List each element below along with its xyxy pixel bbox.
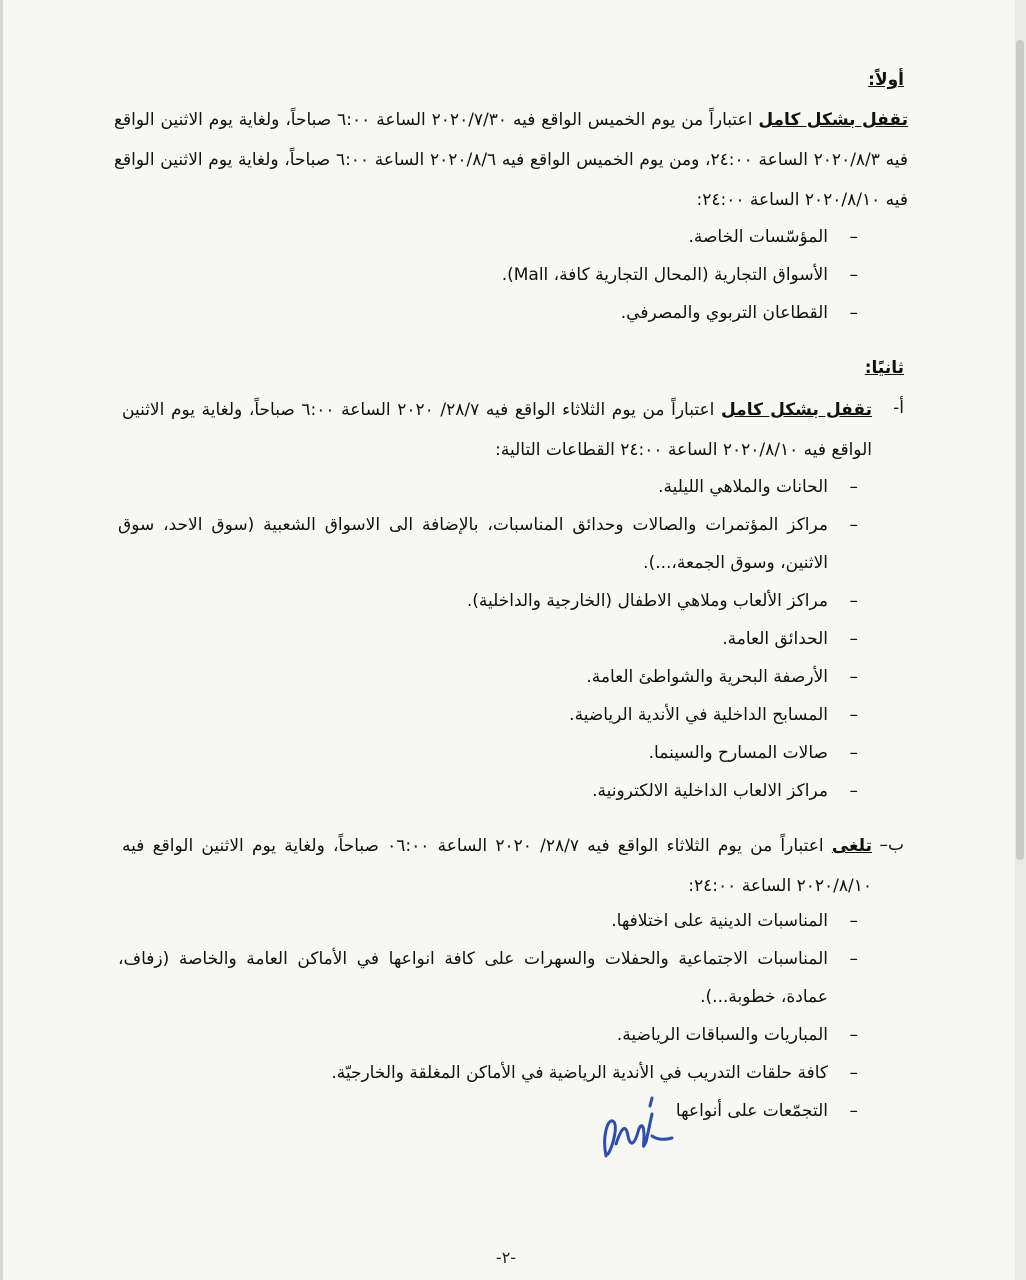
list-dash: –: [849, 705, 858, 725]
list-item: – الحدائق العامة.: [118, 620, 828, 658]
list-item: – المباريات والسباقات الرياضية.: [118, 1016, 828, 1054]
list-dash: –: [849, 265, 858, 285]
section-2a-marker: أ-: [893, 398, 904, 418]
list-item: – المسابح الداخلية في الأندية الرياضية.: [118, 696, 828, 734]
list-dash: –: [849, 477, 858, 497]
section-2b-emphasis: تلغى: [831, 836, 872, 856]
list-item: – الأسواق التجارية (المحال التجارية كافة، Mall).: [118, 256, 828, 294]
list-dash: –: [849, 1025, 858, 1045]
handwritten-signature: [598, 1096, 678, 1166]
list-item: – القطاعان التربوي والمصرفي.: [118, 294, 828, 332]
section-1-heading: أولاً:: [868, 70, 904, 90]
section-2a-text: اعتباراً من يوم الثلاثاء الواقع فيه ٢٨/٧/ ٢٠٢٠ الساعة ٦:٠٠ صباحاً، ولغاية يوم الاثنين الواقع فيه ٢٠٢٠/٨/١٠ الساعة ٢٤:٠٠ القطاعات التالية:: [122, 400, 872, 460]
list-item: – مراكز الألعاب وملاهي الاطفال (الخارجية والداخلية).: [118, 582, 828, 620]
list-item: – الحانات والملاهي الليلية.: [118, 468, 828, 506]
section-1-intro-emphasis: تقفل بشكل كامل: [758, 110, 908, 130]
list-item: – المؤسّسات الخاصة.: [118, 218, 828, 256]
section-1-intro-text: اعتباراً من يوم الخميس الواقع فيه ٢٠٢٠/٧/٣٠ الساعة ٦:٠٠ صباحاً، ولغاية يوم الاثنين الواقع فيه ٢٠٢٠/٨/٣ الساعة ٢٤:٠٠، ومن يوم الخميس الواقع فيه ٢٠٢٠/٨/٦ الساعة ٦:٠٠ صباحاً، ولغاية يوم الاثنين الواقع فيه ٢٠٢٠/٨/١٠ الساعة ٢٤:٠٠:: [114, 110, 908, 210]
list-dash: –: [849, 303, 858, 323]
list-dash: –: [849, 591, 858, 611]
section-2b-text: اعتباراً من يوم الثلاثاء الواقع فيه ٢٨/٧/ ٢٠٢٠ الساعة ٠٦:٠٠ صباحاً، ولغاية يوم الاثنين الواقع فيه ٢٠٢٠/٨/١٠ الساعة ٢٤:٠٠:: [122, 836, 872, 896]
list-dash: –: [849, 667, 858, 687]
list-dash: –: [849, 1063, 858, 1083]
list-item: – المناسبات الاجتماعية والحفلات والسهرات على كافة انواعها في الأماكن العامة والخاصة (زفاف، عمادة، خطوبة...).: [118, 940, 828, 1016]
list-item: – المناسبات الدينية على اختلافها.: [118, 902, 828, 940]
list-dash: –: [849, 515, 858, 535]
list-item: – مراكز المؤتمرات والصالات وحدائق المناسبات، بالإضافة الى الاسواق الشعبية (سوق الاحد، سوق الاثنين، وسوق الجمعة،...).: [118, 506, 828, 582]
list-dash: –: [849, 949, 858, 969]
section-2a-intro: [122, 390, 872, 470]
section-2b-intro: [122, 826, 872, 906]
section-2-heading: ثانيًا:: [864, 358, 904, 378]
list-item: – صالات المسارح والسينما.: [118, 734, 828, 772]
list-item: – مراكز الالعاب الداخلية الالكترونية.: [118, 772, 828, 810]
section-2a-emphasis: تقفل بشكل كامل: [721, 400, 873, 420]
vertical-scrollbar[interactable]: [1016, 40, 1024, 860]
list-dash: –: [849, 1101, 858, 1121]
list-item: – التجمّعات على أنواعها: [118, 1092, 828, 1130]
list-dash: –: [849, 911, 858, 931]
list-dash: –: [849, 227, 858, 247]
list-dash: –: [849, 743, 858, 763]
list-dash: –: [849, 781, 858, 801]
section-2b-marker: ب–: [879, 835, 904, 855]
section-2b-list: [118, 902, 858, 1130]
section-2a-list: [118, 468, 858, 810]
list-dash: –: [849, 629, 858, 649]
section-1-list: [118, 218, 858, 332]
list-item: – كافة حلقات التدريب في الأندية الرياضية في الأماكن المغلقة والخارجيّة.: [118, 1054, 828, 1092]
list-item: – الأرصفة البحرية والشواطئ العامة.: [118, 658, 828, 696]
page-number: -٢-: [495, 1248, 517, 1267]
section-1-intro: [114, 100, 908, 220]
